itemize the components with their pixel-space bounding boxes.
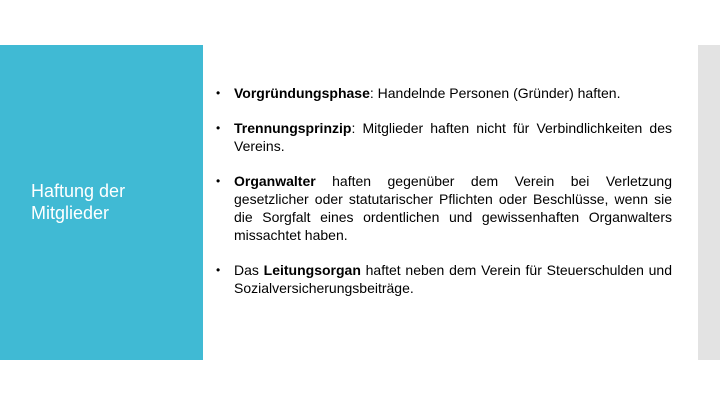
bullet-item xyxy=(216,119,672,155)
bullet-prefix: Das xyxy=(234,262,264,278)
bullet-term: Trennungsprinzip xyxy=(234,120,352,136)
bullet-text: haftet neben dem Verein für Steuerschulden und Sozialversicherungsbeiträge. xyxy=(234,262,672,296)
bullet-dot-icon: • xyxy=(216,121,221,135)
bullet-dot-icon: • xyxy=(216,263,221,277)
bullet-item xyxy=(216,84,672,102)
slide-title: Haftung der Mitglieder xyxy=(31,181,126,223)
bullet-dot-icon: • xyxy=(216,174,221,188)
bullet-item xyxy=(216,261,672,297)
bullet-term: Vorgründungsphase xyxy=(234,85,370,101)
bullet-text: haften gegenüber dem Verein bei Verletzung gesetzlicher oder statutarischer Pflichten oder Beschlüsse, wenn sie die Sorgfalt eines ordentlichen und gewissenhaften Organwalters missachtet haben. xyxy=(234,173,672,243)
bullet-dot-icon: • xyxy=(216,86,221,100)
bullet-list xyxy=(216,84,672,314)
side-bar xyxy=(698,45,720,360)
bullet-term: Organwalter xyxy=(234,173,316,189)
bullet-term: Leitungsorgan xyxy=(263,262,361,278)
bullet-text: : Handelnde Personen (Gründer) haften. xyxy=(369,85,621,101)
bullet-text: : Mitglieder haften nicht für Verbindlichkeiten des Vereins. xyxy=(234,120,672,154)
bullet-item xyxy=(216,172,672,244)
